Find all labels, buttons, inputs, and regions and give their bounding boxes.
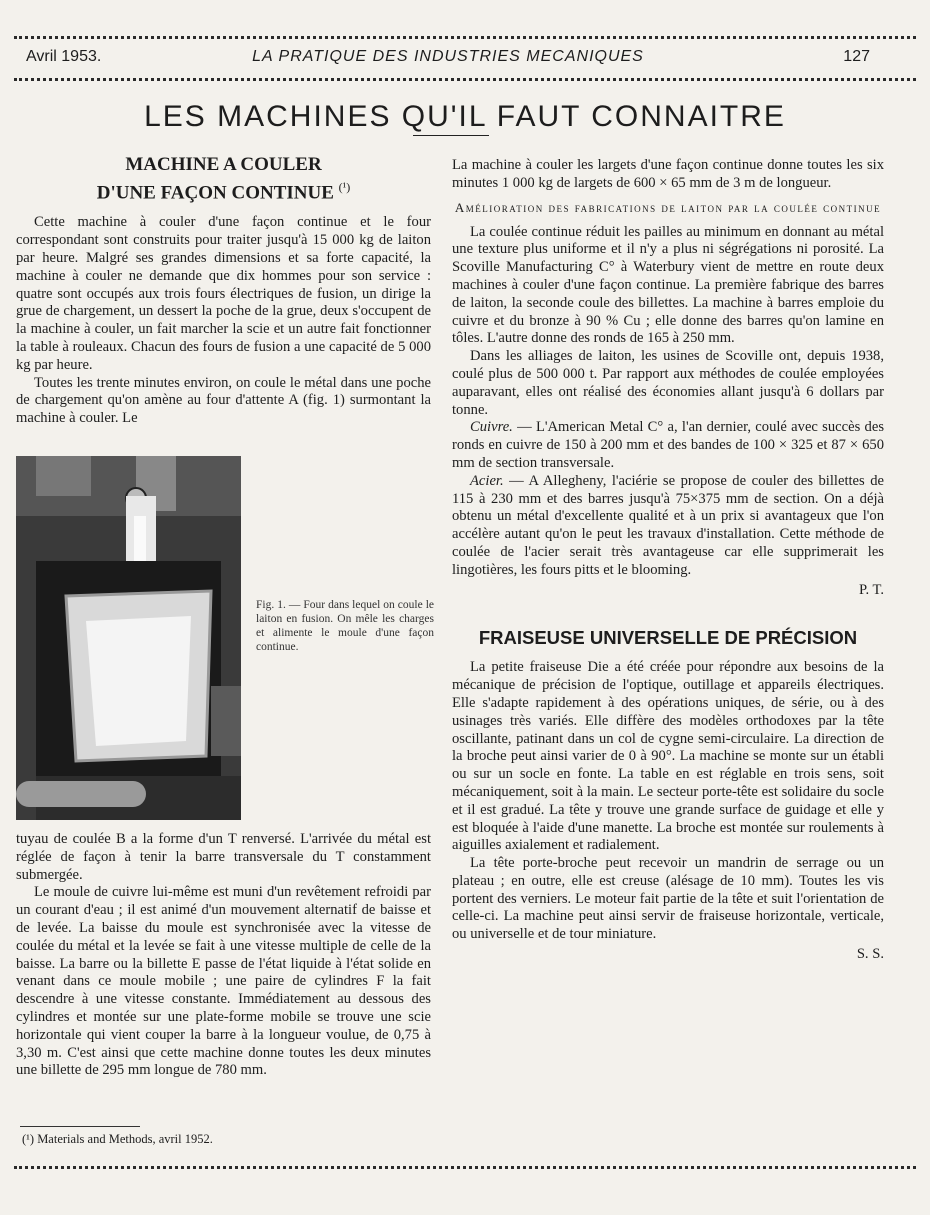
article1-title-line2: D'UNE FAÇON CONTINUE [96,182,334,204]
right-column [452,157,884,964]
furnace-photo-illustration [16,456,241,820]
article1-paragraph-1: Cette machine à couler d'une façon continue et le four correspondant sont construits pour traiter jusqu'à 15 000 kg de laiton par heure. Malgré ses grandes dimensions et sa forte capacité, la machine à couler ne demande que dix hommes pour son service : quatre sont occupés aux trois fours électriques de fusion, un dirige la grue de chargement, un dessert la poche de la grue, deux s'occupent de la machine à couler, un fait marcher la scie et un autre fait fonctionner la table à rouleaux. Chacun des fours de fusion a une capacité de 5 000 kg par heure. [16,214,431,373]
article2-title: FRAISEUSE UNIVERSELLE DE PRÉCISION [478,627,858,649]
article2-paragraph-1: La petite fraiseuse Die a été créée pour répondre aux besoins de la mécanique de précision de l'optique, outillage et appareils électriques. Elle s'adapte rapidement à des opérations uniques, de série, ou à des usinages très variés. Elle diffère des modèles orthodoxes par la tête oscillante, patinant dans un col de cygne semi-circulaire. La direction de la broche peut ainsi varier de 0 à 90°. La machine se monte sur un établi ou sur un socle en fonte. La table en est réglable en trois sens, soit mécaniquement, soit à la main. Le secteur porte-tête est solidaire du socle et il est gradué. La tête y trouve une grande surface de guidage et elle y est bloquée à l'aide d'une manette. La broche est montée sur roulements à aiguilles axialement et radialement. [452,659,884,854]
article1-right-paragraph-4 [452,419,884,472]
article1-signature: P. T. [858,581,884,598]
top-dotted-rule [14,36,916,39]
header-page-number: 127 [843,48,870,65]
header-date: Avril 1953. [26,48,102,65]
header-journal: LA PRATIQUE DES INDUSTRIES MECANIQUES [252,48,644,65]
article1-paragraph-4: Le moule de cuivre lui-même est muni d'un revêtement refroidi par un courant d'eau ; il est animé d'un mouvement alternatif de baisse et de levée. La baisse du moule est synchronisée avec la vitesse de coulée du métal et la levée se fait à une vitesse multiple de celle de la baisse. La barre ou la billette E passe de l'état liquide à l'état solide en venant dans ce moule mobile ; une paire de cylindres F la fait descendre à une vitesse constante. Immédiatement au dessous des cylindres et montée sur une plate-forme mobile se trouve une scie horizontale qui vient couper la barre à la longueur voulue, de 0,75 à 3,30 m. C'est ainsi que cette machine donne toutes les deux minutes une billette de 295 mm longue de 780 mm. [16,884,431,1079]
article1-right-paragraph-1: La machine à couler les largets d'une façon continue donne toutes les six minutes 1 000 kg de largets de 600 × 65 mm de 3 m de longueur. [452,157,884,191]
left-column-top [16,154,431,428]
article1-paragraph-2: Toutes les trente minutes environ, on coule le métal dans une poche de chargement qu'on amène au four d'attente A (fig. 1) surmontant la machine à couler. Le [16,374,431,427]
bottom-dotted-rule [14,1166,916,1169]
main-title: LES MACHINES QU'IL FAUT CONNAITRE [144,100,786,133]
title-underline [413,135,489,136]
article2-signature: S. S. [856,946,884,963]
article1-title [16,154,431,204]
figure-1-photo [16,456,241,820]
article1-right-paragraph-5 [452,473,884,580]
article2-paragraph-2: La tête porte-broche peut recevoir un mandrin de serrage ou un plateau ; en outre, elle est creuse (alésage de 10 mm). Toutes les vis portent des verniers. Le moteur fait partie de la tête et suit l'orientation de celle-ci. La machine peut ainsi servir de fraiseuse horizontale, verticale, ou universelle et de tour miniature. [452,855,884,943]
article1-title-note: (¹) [338,180,351,194]
left-column-bottom [16,831,431,1080]
article1-right-paragraph-2: La coulée continue réduit les pailles au minimum en donnant au métal une texture plus uniforme et il n'y a plus ni ségrégations ni porosité. La Scoville Manufacturing C° à Waterbury vient de mettre en route deux machines à couler d'une façon continue. La première fabrique des barres de laiton, la seconde coule des billettes. La machine à barres emploie du cuivre et du bronze à 90 % Cu ; elle donne des barres qu'on lamine en tôles. L'autre donne des ronds de 165 à 250 mm. [452,223,884,347]
article1-title-line1: MACHINE A COULER [125,154,322,175]
article1-subheading: Amélioration des fabrications de laiton par la coulée continue [454,199,882,215]
header-dotted-rule [14,78,916,81]
cuivre-lead: Cuivre. [470,419,513,436]
footnote: (¹) Materials and Methods, avril 1952. [22,1132,213,1146]
acier-lead: Acier. [470,472,504,489]
figure-1-caption: Fig. 1. — Four dans lequel on coule le laiton en fusion. On mêle les charges et alimente le moule d'une façon continue. [256,599,434,653]
article1-paragraph-3: tuyau de coulée B a la forme d'un T renversé. L'arrivée du métal est réglée de façon à tenir la barre transversale du T constamment submergée. [16,831,431,883]
footnote-rule [20,1126,140,1127]
running-header [26,48,870,70]
article1-right-paragraph-3: Dans les alliages de laiton, les usines de Scoville ont, depuis 1938, coulé plus de 500 000 t. Par rapport aux méthodes de coulée employées auparavant, elles ont réalisé des économies allant jusqu'à 6 dollars par tonne. [452,348,884,418]
acier-text: — A Allegheny, l'aciérie se propose de couler des billettes de 115 à 230 mm et des barres jusqu'à 75×375 mm de section. On a déjà obtenu un métal d'excellente qualité et à un prix si avantageux que l'on accélère autant qu'on le peut les travaux d'installation. Cette méthode de coulée de l'acier serait très avantageuse car elle supprimerait les lingotières, les fours pitts et le blooming. [452,472,884,578]
cuivre-text: — L'American Metal C° a, l'an dernier, coulé avec succès des ronds en cuivre de 150 à 200 mm et des bandes de 100 × 325 et 87 × 650 mm de section transversale. [452,419,884,471]
